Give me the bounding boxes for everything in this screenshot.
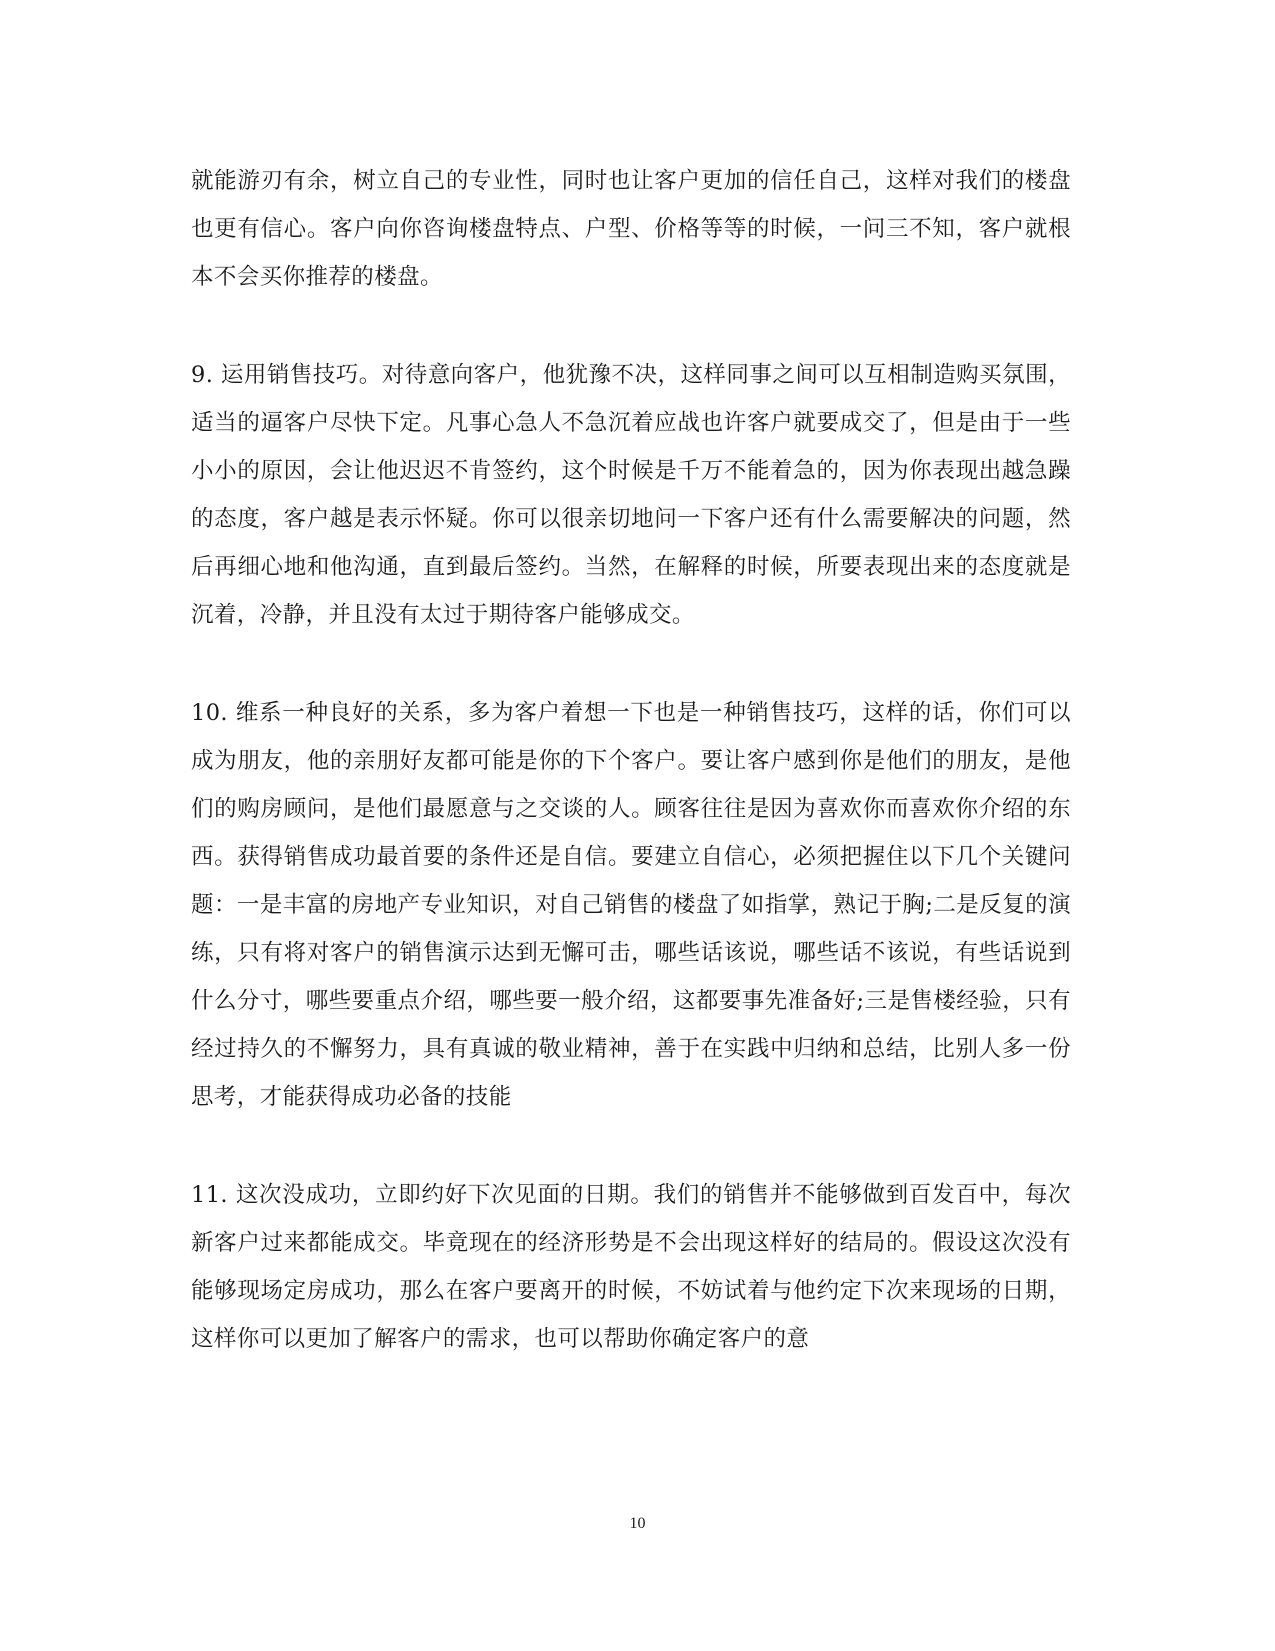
document-body <box>191 157 1071 1363</box>
page-number: 10 <box>629 1515 646 1532</box>
paragraph-item-10: 10. 维系一种良好的关系，多为客户着想一下也是一种销售技巧，这样的话，你们可以成为朋友，他的亲朋好友都可能是你的下个客户。要让客户感到你是他们的朋友，是他们的购房顾问，是他们最愿意与之交谈的人。顾客往往是因为喜欢你而喜欢你介绍的东西。获得销售成功最首要的条件还是自信。要建立自信心，必须把握住以下几个关键问题：一是丰富的房地产专业知识，对自己销售的楼盘了如指掌，熟记于胸;二是反复的演练，只有将对客户的销售演示达到无懈可击，哪些话该说，哪些话不该说，有些话说到什么分寸，哪些要重点介绍，哪些要一般介绍，这都要事先准备好;三是售楼经验，只有经过持久的不懈努力，具有真诚的敬业精神，善于在实践中归纳和总结，比别人多一份思考，才能获得成功必备的技能 <box>191 700 1071 1110</box>
paragraph-item-9: 9. 运用销售技巧。对待意向客户，他犹豫不决，这样同事之间可以互相制造购买氛围，适当的逼客户尽快下定。凡事心急人不急沉着应战也许客户就要成交了，但是由于一些小小的原因，会让他迟迟不肯签约，这个时候是千万不能着急的，因为你表现出越急躁的态度，客户越是表示怀疑。你可以很亲切地问一下客户还有什么需要解决的问题，然后再细心地和他沟通，直到最后签约。当然，在解释的时候，所要表现出来的态度就是沉着，冷静，并且没有太过于期待客户能够成交。 <box>191 362 1071 628</box>
paragraph-item-11: 11. 这次没成功，立即约好下次见面的日期。我们的销售并不能够做到百发百中，每次新客户过来都能成交。毕竟现在的经济形势是不会出现这样好的结局的。假设这次没有能够现场定房成功，那么在客户要离开的时候，不妨试着与他约定下次来现场的日期，这样你可以更加了解客户的需求，也可以帮助你确定客户的意 <box>191 1182 1071 1352</box>
paragraph-continuation: 就能游刃有余，树立自己的专业性，同时也让客户更加的信任自己，这样对我们的楼盘也更有信心。客户向你咨询楼盘特点、户型、价格等等的时候，一问三不知，客户就根本不会买你推荐的楼盘。 <box>191 168 1071 290</box>
